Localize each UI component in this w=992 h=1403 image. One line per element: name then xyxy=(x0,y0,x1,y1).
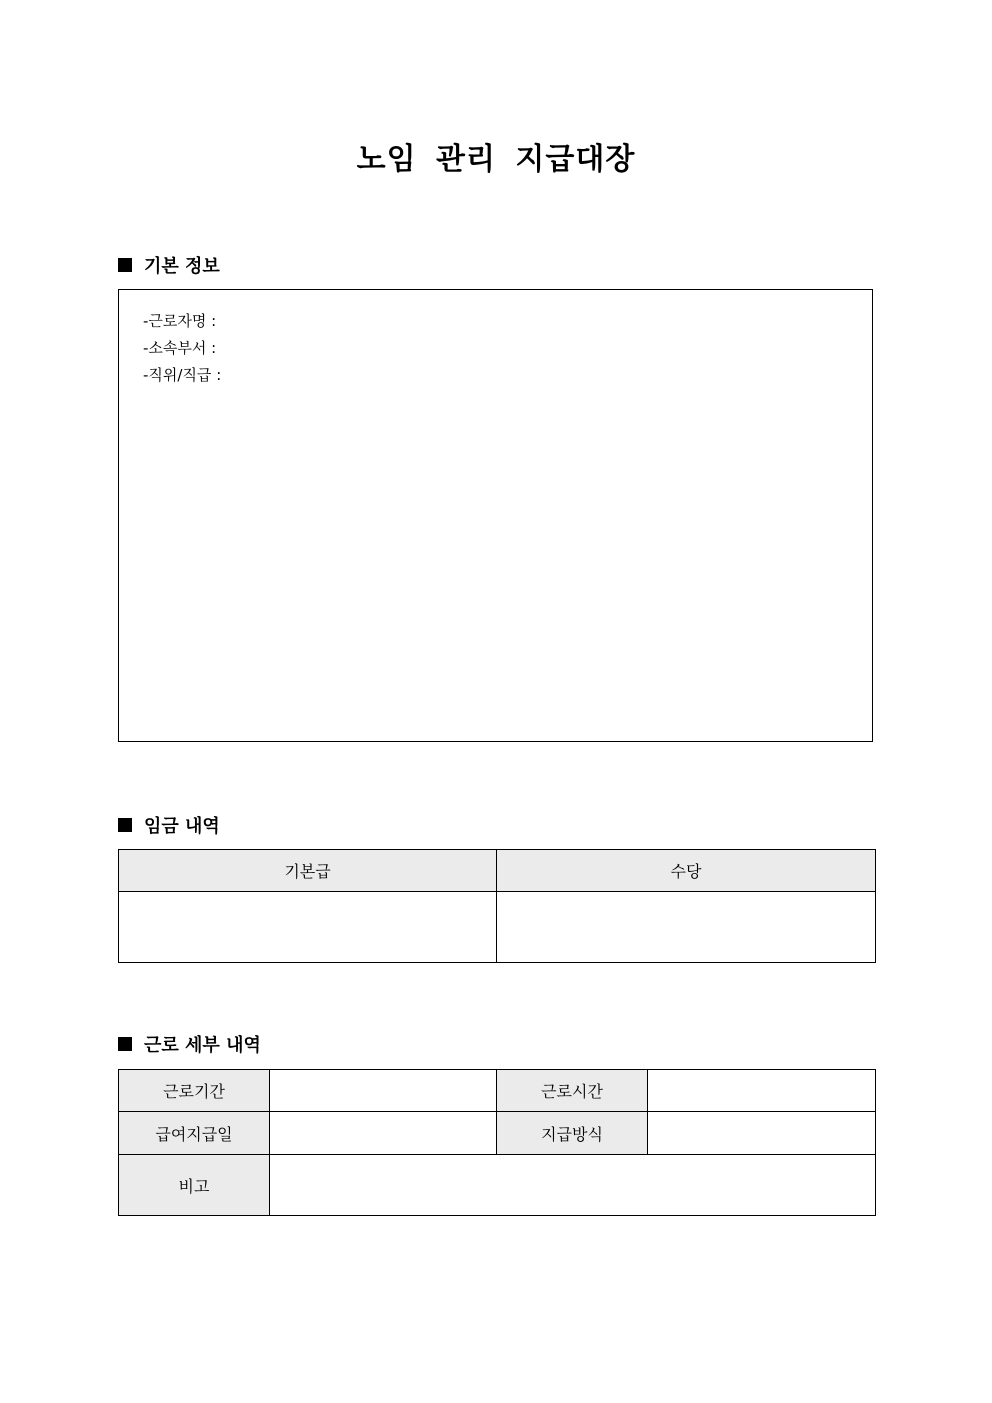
square-bullet-icon xyxy=(118,258,132,272)
wage-table xyxy=(118,849,876,963)
label-pay-method: 지급방식 xyxy=(497,1112,648,1155)
base-pay-cell[interactable] xyxy=(119,892,497,963)
section-title: 근로 세부 내역 xyxy=(144,1035,261,1056)
square-bullet-icon xyxy=(118,818,132,832)
field-worker-name: -근로자명 : xyxy=(143,312,217,330)
section-title: 기본 정보 xyxy=(144,256,220,277)
label-remarks: 비고 xyxy=(119,1155,270,1216)
work-detail-table xyxy=(118,1069,876,1216)
work-period-cell[interactable] xyxy=(270,1070,497,1112)
pay-method-cell[interactable] xyxy=(648,1112,876,1155)
basic-info-box[interactable] xyxy=(118,289,873,742)
square-bullet-icon xyxy=(118,1037,132,1051)
field-department: -소속부서 : xyxy=(143,339,217,357)
pay-date-cell[interactable] xyxy=(270,1112,497,1155)
document-title: 노임 관리 지급대장 xyxy=(356,142,636,177)
column-header-base-pay: 기본급 xyxy=(119,850,497,892)
label-work-period: 근로기간 xyxy=(119,1070,270,1112)
section-title: 임금 내역 xyxy=(144,816,220,837)
section-heading-work-detail xyxy=(118,1031,261,1057)
column-header-allowance: 수당 xyxy=(497,850,876,892)
section-heading-wage xyxy=(118,812,220,838)
section-heading-basic-info xyxy=(118,252,220,278)
label-work-hours: 근로시간 xyxy=(497,1070,648,1112)
remarks-cell[interactable] xyxy=(270,1155,876,1216)
work-hours-cell[interactable] xyxy=(648,1070,876,1112)
field-position: -직위/직급 : xyxy=(143,366,222,384)
allowance-cell[interactable] xyxy=(497,892,876,963)
label-pay-date: 급여지급일 xyxy=(119,1112,270,1155)
